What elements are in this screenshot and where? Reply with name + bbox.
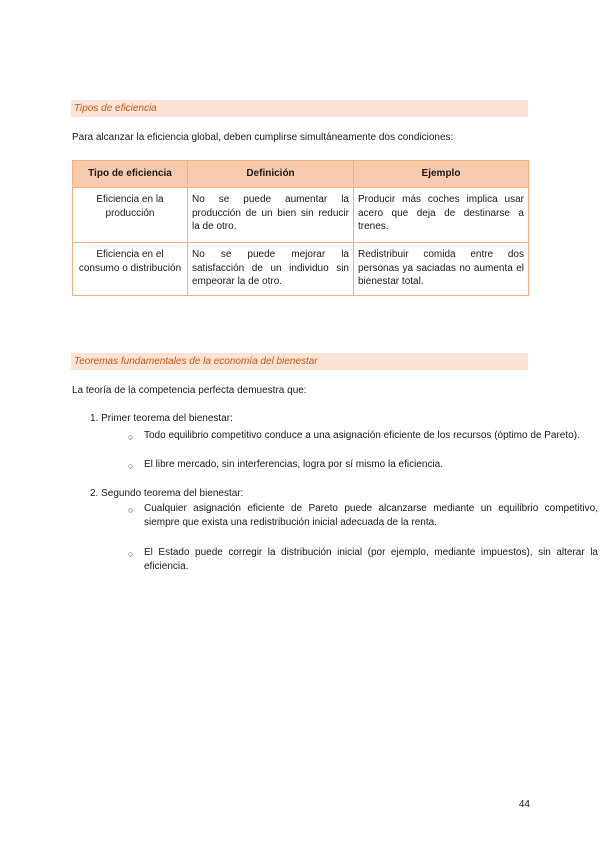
section-intro-teoremas: La teoría de la competencia perfecta demuestra que: [72, 385, 307, 396]
section-heading-teoremas: Teoremas fundamentales de la economía del bienestar [71, 353, 528, 370]
list-item: El Estado puede corregir la distribución inicial (por ejemplo, mediante impuestos), sin alterar la eficiencia. [144, 547, 598, 572]
table-cell-example: Producir más coches implica usar acero que deja de destinarse a trenes. [354, 188, 529, 243]
table-header-cell: Tipo de eficiencia [73, 161, 188, 188]
section-heading-tipos: Tipos de eficiencia [71, 100, 528, 117]
bullet-circle-icon: ○ [128, 461, 134, 471]
list-item-second-theorem: 2. Segundo teorema del bienestar: [90, 488, 244, 499]
bullet-circle-icon: ○ [128, 549, 134, 559]
table-cell-type: Eficiencia en la producción [73, 188, 188, 243]
table-header-row [73, 161, 529, 188]
list-item: Cualquier asignación eficiente de Pareto puede alcanzarse mediante un equilibrio competitivo, siempre que exista una redistribución inicial adecuada de la renta. [144, 503, 598, 528]
table-row [73, 188, 529, 243]
table-row [73, 243, 529, 296]
page-number: 44 [518, 799, 530, 810]
table-header-cell: Ejemplo [354, 161, 529, 188]
section-intro-tipos: Para alcanzar la eficiencia global, deben cumplirse simultáneamente dos condiciones: [72, 132, 454, 143]
bullet-circle-icon: ○ [128, 432, 134, 442]
list-item: Todo equilibrio competitivo conduce a una asignación eficiente de los recursos (óptimo de Pareto). [144, 430, 580, 441]
table-cell-type: Eficiencia en el consumo o distribución [73, 243, 188, 296]
table-cell-definition: No se puede aumentar la producción de un bien sin reducir la de otro. [188, 188, 354, 243]
table-cell-definition: No se puede mejorar la satisfacción de un individuo sin empeorar la de otro. [188, 243, 354, 296]
list-item-first-theorem: 1. Primer teorema del bienestar: [90, 413, 233, 424]
table-header-cell: Definición [188, 161, 354, 188]
bullet-circle-icon: ○ [128, 505, 134, 515]
theorem-list [72, 412, 598, 582]
table-cell-example: Redistribuir comida entre dos personas ya saciadas no aumenta el bienestar total. [354, 243, 529, 296]
list-item: El libre mercado, sin interferencias, logra por sí mismo la eficiencia. [144, 459, 444, 470]
efficiency-table [72, 160, 529, 296]
